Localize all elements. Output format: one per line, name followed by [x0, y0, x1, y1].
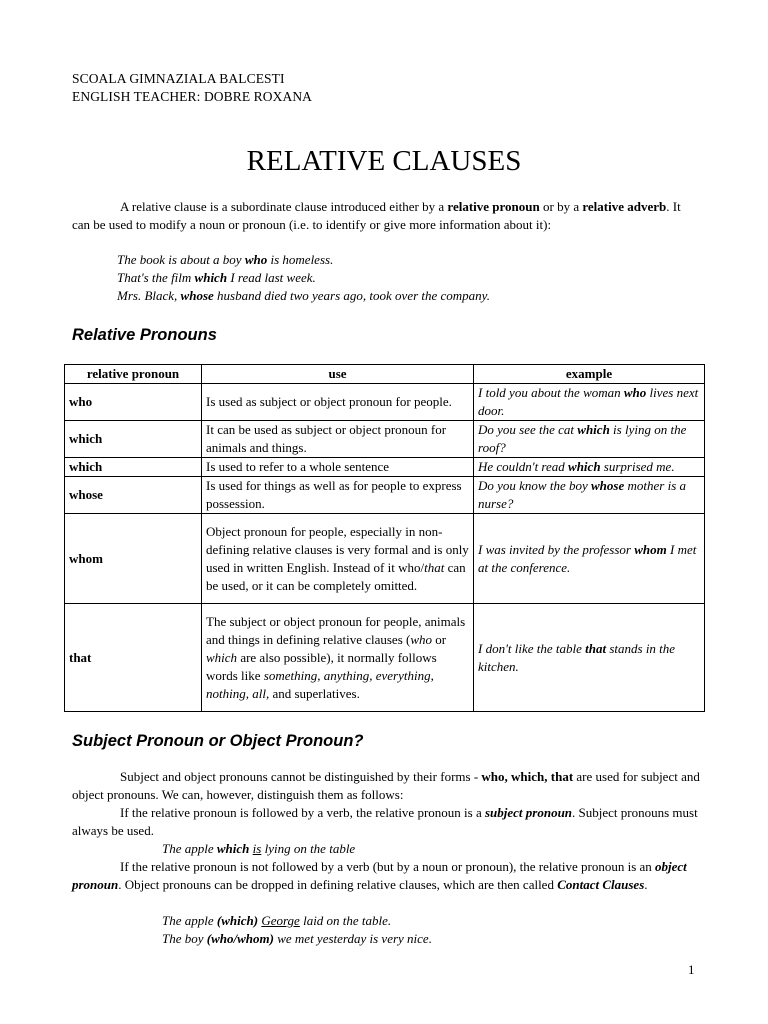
use-cell: Is used to refer to a whole sentence [202, 458, 474, 477]
use-cell: It can be used as subject or object pronoun for animals and things. [202, 421, 474, 458]
pronoun-cell: whose [65, 477, 202, 514]
example-cell: He couldn't read which surprised me. [474, 458, 705, 477]
section-heading-relative-pronouns: Relative Pronouns [72, 326, 217, 344]
school-name: SCOALA GIMNAZIALA BALCESTI [72, 71, 285, 86]
example-cell: I told you about the woman who lives next door. [474, 384, 705, 421]
subject-pronoun-paragraph: If the relative pronoun is followed by a verb, the relative pronoun is a subject pronoun. Subject pronouns must always be used. [72, 805, 698, 838]
intro-bold-term: relative adverb [582, 199, 667, 214]
intro-bold-term: relative pronoun [447, 199, 540, 214]
table-row [65, 477, 705, 514]
intro-text: A relative clause is a subordinate clause introduced either by a [120, 199, 448, 214]
table-row [65, 458, 705, 477]
page-number: 1 [688, 962, 695, 977]
table-row [65, 514, 705, 604]
page-title: RELATIVE CLAUSES [246, 145, 522, 177]
use-cell: The subject or object pronoun for people, animals and things in defining relative clauses (who or which are also possible), it normally follows words like something, anything, everything, nothing, all, and superlatives. [202, 604, 474, 712]
document-header [72, 70, 312, 106]
teacher-name: ENGLISH TEACHER: DOBRE ROXANA [72, 89, 313, 104]
subject-object-paragraph: Subject and object pronouns cannot be distinguished by their forms - who, which, that are used for subject and object pronouns. We can, however, distinguish them as follows: [72, 769, 700, 802]
column-header: example [474, 365, 705, 384]
intro-paragraph [72, 198, 700, 234]
pronoun-cell: which [65, 458, 202, 477]
object-pronoun-paragraph: If the relative pronoun is not followed by a verb (but by a noun or pronoun), the relative pronoun is an object pronoun. Object pronouns can be dropped in defining relative clauses, which are then called Contact Clauses. [72, 859, 687, 892]
use-cell: Object pronoun for people, especially in non-defining relative clauses is very formal and is only used in written English. Instead of it who/that can be used, or it can be completely omitted. [202, 514, 474, 604]
example-cell: Do you know the boy whose mother is a nurse? [474, 477, 705, 514]
pronoun-cell: who [65, 384, 202, 421]
intro-text: . It can be used to modify a noun or pronoun (i.e. to identify or give more information about it): [72, 199, 681, 232]
table-row [65, 604, 705, 712]
subject-example: The apple which is lying on the table [162, 841, 356, 856]
example-cell: Do you see the cat which is lying on the roof? [474, 421, 705, 458]
pronoun-cell: whom [65, 514, 202, 604]
intro-text: or by a [539, 199, 583, 214]
table-row [65, 421, 705, 458]
intro-example: The book is about a boy who is homeless. [117, 252, 334, 267]
object-example: The apple (which) George laid on the table. [162, 913, 392, 928]
column-header: use [202, 365, 474, 384]
example-cell: I was invited by the professor whom I met at the conference. [474, 514, 705, 604]
relative-pronouns-table [64, 364, 705, 712]
pronoun-cell: which [65, 421, 202, 458]
pronoun-cell: that [65, 604, 202, 712]
table-row [65, 384, 705, 421]
column-header: relative pronoun [65, 365, 202, 384]
section-heading-subject-object: Subject Pronoun or Object Pronoun? [72, 732, 364, 750]
example-cell: I don't like the table that stands in the kitchen. [474, 604, 705, 712]
intro-example: Mrs. Black, whose husband died two years ago, took over the company. [117, 288, 490, 303]
table-header-row [65, 365, 705, 384]
use-cell: Is used for things as well as for people to express possession. [202, 477, 474, 514]
object-example: The boy (who/whom) we met yesterday is very nice. [162, 931, 432, 946]
use-cell: Is used as subject or object pronoun for people. [202, 384, 474, 421]
intro-example: That's the film which I read last week. [117, 270, 316, 285]
